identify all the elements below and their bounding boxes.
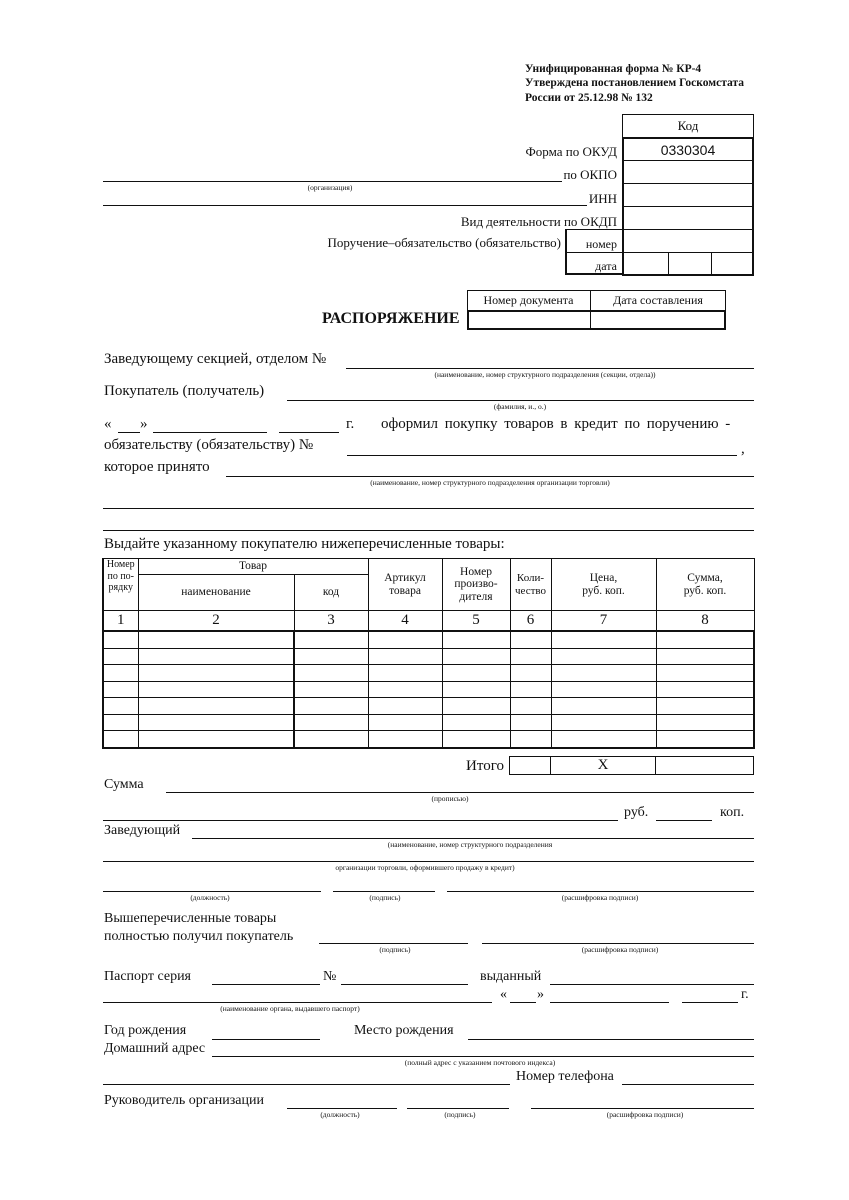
cell-row-no[interactable] — [103, 698, 138, 715]
cell-article[interactable] — [368, 681, 442, 698]
comma: , — [741, 441, 745, 457]
passport-number-field[interactable] — [341, 984, 468, 985]
sum-in-words-field[interactable] — [166, 792, 754, 793]
col-number-6: 6 — [510, 611, 551, 632]
organization-line-1[interactable] — [103, 181, 562, 182]
cell-sum[interactable] — [656, 731, 754, 748]
cell-article[interactable] — [368, 665, 442, 682]
day-field[interactable] — [118, 432, 140, 433]
cell-name[interactable] — [138, 698, 294, 715]
manager-signature-field[interactable] — [333, 891, 435, 892]
to-head-label: Заведующему секцией, отделом № — [104, 351, 327, 367]
doc-number-header: Номер документа — [483, 293, 574, 307]
obligation-date-day-field[interactable] — [624, 254, 667, 273]
organization-line-2[interactable] — [103, 205, 587, 206]
col-header-name: наименование — [138, 575, 294, 611]
okud-code-value[interactable]: 0330304 — [660, 142, 716, 158]
table-row — [103, 648, 754, 665]
buyer-decode-caption: (расшифровка подписи) — [581, 945, 659, 954]
col-number-3: 3 — [294, 611, 368, 632]
cell-sum[interactable] — [656, 631, 754, 648]
table-row — [103, 698, 754, 715]
purchase-text: оформил покупку товаров в кредит по поручению - — [381, 416, 731, 432]
okdp-code-field[interactable] — [626, 208, 750, 227]
sum-caption: (прописью) — [431, 794, 469, 803]
director-decode-field[interactable] — [531, 1108, 754, 1109]
cell-article[interactable] — [368, 731, 442, 748]
issue-instruction: Выдайте указанному покупателю нижеперечисленные товары: — [104, 536, 505, 552]
director-signature-caption: (подпись) — [444, 1110, 476, 1119]
cell-code[interactable] — [294, 631, 368, 648]
cell-code[interactable] — [294, 648, 368, 665]
cell-maker[interactable] — [442, 714, 510, 731]
obligation-date-year-field[interactable] — [713, 254, 751, 273]
col-header-qty: Коли- чество — [510, 559, 551, 611]
cell-qty[interactable] — [510, 698, 551, 715]
accepted-field-line-2[interactable] — [103, 508, 754, 509]
cell-maker[interactable] — [442, 665, 510, 682]
issue-month-field[interactable] — [550, 1002, 669, 1003]
col-header-price: Цена, руб. коп. — [551, 559, 656, 611]
total-label: Итого — [466, 758, 504, 774]
buyer-caption: (фамилия, и., о.) — [493, 402, 547, 411]
issue-year-field[interactable] — [682, 1002, 738, 1003]
cell-name[interactable] — [138, 681, 294, 698]
issuer-field[interactable] — [103, 1002, 492, 1003]
obligation-date-month-field[interactable] — [670, 254, 710, 273]
accepted-label: которое принято — [104, 459, 210, 475]
manager-position-caption: (должность) — [190, 893, 230, 902]
cell-price[interactable] — [551, 648, 656, 665]
accepted-field-line-3[interactable] — [103, 530, 754, 531]
sum-label: Сумма — [104, 777, 144, 792]
birth-year-field[interactable] — [212, 1039, 320, 1040]
issue-quote-close: » — [537, 987, 544, 1002]
inn-code-field[interactable] — [626, 185, 750, 204]
manager-caption-1: (наименование, номер структурного подразделения — [387, 840, 553, 849]
cell-price[interactable] — [551, 681, 656, 698]
manager-unit-field[interactable] — [192, 838, 754, 839]
manager-unit-line-2[interactable] — [103, 861, 754, 862]
cell-article[interactable] — [368, 631, 442, 648]
home-address-field[interactable] — [212, 1056, 754, 1057]
issuer-caption: (наименование органа, выдавшего паспорт) — [220, 1004, 360, 1013]
col-number-5: 5 — [442, 611, 510, 632]
buyer-signature-caption: (подпись) — [379, 945, 411, 954]
col-header-maker: Номер произво- дителя — [442, 559, 510, 611]
table-row — [103, 714, 754, 731]
inn-label: ИНН — [588, 191, 617, 206]
table-row — [103, 731, 754, 748]
doc-date-header: Дата составления — [613, 293, 703, 307]
cell-code[interactable] — [294, 731, 368, 748]
okud-label: Форма по ОКУД — [525, 144, 617, 159]
table-row — [103, 665, 754, 682]
cell-sum[interactable] — [656, 648, 754, 665]
obligation-number-line[interactable] — [347, 455, 737, 456]
cell-sum[interactable] — [656, 698, 754, 715]
col-number-7: 7 — [551, 611, 656, 632]
director-signature-field[interactable] — [407, 1108, 509, 1109]
birth-year-label: Год рождения — [104, 1023, 187, 1038]
obligation-text: обязательству (обязательству) № — [104, 437, 314, 453]
quote-open: « — [104, 416, 112, 432]
cell-qty[interactable] — [510, 665, 551, 682]
cell-maker[interactable] — [442, 731, 510, 748]
received-line-1: Вышеперечисленные товары — [104, 911, 277, 926]
col-header-article: Артикул товара — [368, 559, 442, 611]
form-ref-line-2: Утверждена постановлением Госкомстата — [525, 77, 744, 89]
sum-in-words-line-2[interactable] — [103, 820, 618, 821]
manager-label: Заведующий — [104, 823, 181, 838]
home-address-line-2[interactable] — [103, 1084, 510, 1085]
cell-qty[interactable] — [510, 714, 551, 731]
manager-signature-caption: (подпись) — [369, 893, 401, 902]
kop-label: коп. — [720, 805, 745, 820]
doc-date-field[interactable] — [593, 313, 723, 327]
director-decode-caption: (расшифровка подписи) — [606, 1110, 684, 1119]
cell-article[interactable] — [368, 714, 442, 731]
col-number-2: 2 — [138, 611, 294, 632]
buyer-decode-field[interactable] — [482, 943, 754, 944]
cell-row-no[interactable] — [103, 631, 138, 648]
code-header-label: Код — [677, 118, 699, 133]
passport-number-label: № — [323, 969, 337, 984]
birth-place-label: Место рождения — [354, 1023, 454, 1038]
col-header-row-no: Номер по по- рядку — [103, 559, 138, 611]
cell-maker[interactable] — [442, 631, 510, 648]
cell-sum[interactable] — [656, 714, 754, 731]
cell-name[interactable] — [138, 631, 294, 648]
cell-price[interactable] — [551, 731, 656, 748]
to-head-caption: (наименование, номер структурного подразделения (секции, отдела)) — [434, 370, 656, 379]
cell-maker[interactable] — [442, 681, 510, 698]
quote-close: » — [140, 416, 148, 432]
phone-label: Номер телефона — [516, 1069, 614, 1084]
cell-qty[interactable] — [510, 631, 551, 648]
table-row — [103, 681, 754, 698]
form-ref-line-1: Унифицированная форма № КР-4 — [525, 63, 702, 75]
accepted-field[interactable] — [226, 476, 754, 477]
cell-price[interactable] — [551, 714, 656, 731]
organization-caption: (организация) — [307, 183, 353, 192]
cell-qty[interactable] — [510, 681, 551, 698]
cell-row-no[interactable] — [103, 665, 138, 682]
cell-code[interactable] — [294, 665, 368, 682]
obligation-date-label: дата — [595, 259, 617, 273]
total-sum-field[interactable] — [657, 758, 752, 773]
year-field[interactable] — [279, 432, 339, 433]
cell-price[interactable] — [551, 665, 656, 682]
phone-field[interactable] — [622, 1084, 754, 1085]
issue-day-field[interactable] — [510, 1002, 536, 1003]
home-address-label: Домашний адрес — [104, 1041, 206, 1056]
form-ref-line-3: России от 25.12.98 № 132 — [525, 92, 653, 104]
birth-place-field[interactable] — [468, 1039, 754, 1040]
code-header-cell — [622, 114, 754, 138]
cell-name[interactable] — [138, 648, 294, 665]
buyer-label: Покупатель (получатель) — [104, 383, 265, 399]
cell-price[interactable] — [551, 698, 656, 715]
manager-decode-field[interactable] — [447, 891, 754, 892]
manager-caption-2: организации торговли, оформившего продажу в кредит) — [335, 863, 515, 872]
cell-code[interactable] — [294, 681, 368, 698]
col-header-goods: Товар — [138, 559, 368, 575]
cell-article[interactable] — [368, 648, 442, 665]
cell-sum[interactable] — [656, 681, 754, 698]
col-header-code: код — [294, 575, 368, 611]
issued-label: выданный — [480, 969, 542, 984]
col-number-1: 1 — [103, 611, 138, 632]
manager-position-field[interactable] — [103, 891, 321, 892]
okpo-code-field[interactable] — [626, 162, 750, 181]
director-label: Руководитель организации — [104, 1093, 264, 1108]
address-caption: (полный адрес с указанием почтового индекса) — [404, 1058, 556, 1067]
year-suffix: г. — [346, 416, 355, 432]
issue-quote-open: « — [500, 987, 507, 1002]
cell-maker[interactable] — [442, 648, 510, 665]
received-line-2: полностью получил покупатель — [104, 929, 294, 944]
okpo-label: по ОКПО — [563, 167, 617, 182]
issued-by-field[interactable] — [550, 984, 754, 985]
cell-code[interactable] — [294, 714, 368, 731]
col-number-4: 4 — [368, 611, 442, 632]
items-table — [102, 558, 755, 749]
cell-row-no[interactable] — [103, 731, 138, 748]
month-field[interactable] — [153, 432, 267, 433]
cell-name[interactable] — [138, 731, 294, 748]
cell-price[interactable] — [551, 631, 656, 648]
cell-article[interactable] — [368, 698, 442, 715]
total-qty-field[interactable] — [511, 758, 549, 773]
kop-field[interactable] — [656, 820, 712, 821]
cell-row-no[interactable] — [103, 714, 138, 731]
col-header-sum: Сумма, руб. коп. — [656, 559, 754, 611]
cell-qty[interactable] — [510, 648, 551, 665]
cell-sum[interactable] — [656, 665, 754, 682]
issue-year-suffix: г. — [741, 987, 749, 1002]
okdp-label: Вид деятельности по ОКДП — [460, 214, 617, 229]
document-title: РАСПОРЯЖЕНИЕ — [322, 310, 460, 327]
manager-decode-caption: (расшифровка подписи) — [561, 893, 639, 902]
col-number-8: 8 — [656, 611, 754, 632]
cell-code[interactable] — [294, 698, 368, 715]
director-position-caption: (должность) — [320, 1110, 360, 1119]
doc-number-field[interactable] — [470, 313, 588, 327]
director-position-field[interactable] — [287, 1108, 397, 1109]
table-row — [103, 631, 754, 648]
cell-maker[interactable] — [442, 698, 510, 715]
cell-qty[interactable] — [510, 731, 551, 748]
obligation-label: Поручение–обязательство (обязательство) — [327, 235, 561, 250]
passport-series-label: Паспорт серия — [104, 969, 191, 984]
cell-row-no[interactable] — [103, 648, 138, 665]
buyer-field[interactable] — [287, 400, 754, 401]
accepted-caption: (наименование, номер структурного подразделения организации торговли) — [370, 478, 610, 487]
total-price-cross: X — [597, 757, 609, 773]
to-head-field[interactable] — [346, 368, 754, 369]
passport-series-field[interactable] — [212, 984, 320, 985]
cell-name[interactable] — [138, 714, 294, 731]
cell-row-no[interactable] — [103, 681, 138, 698]
cell-name[interactable] — [138, 665, 294, 682]
rub-label: руб. — [624, 805, 649, 820]
buyer-signature-field[interactable] — [319, 943, 468, 944]
obligation-number-field[interactable] — [626, 231, 750, 250]
obligation-number-label: номер — [585, 237, 617, 251]
